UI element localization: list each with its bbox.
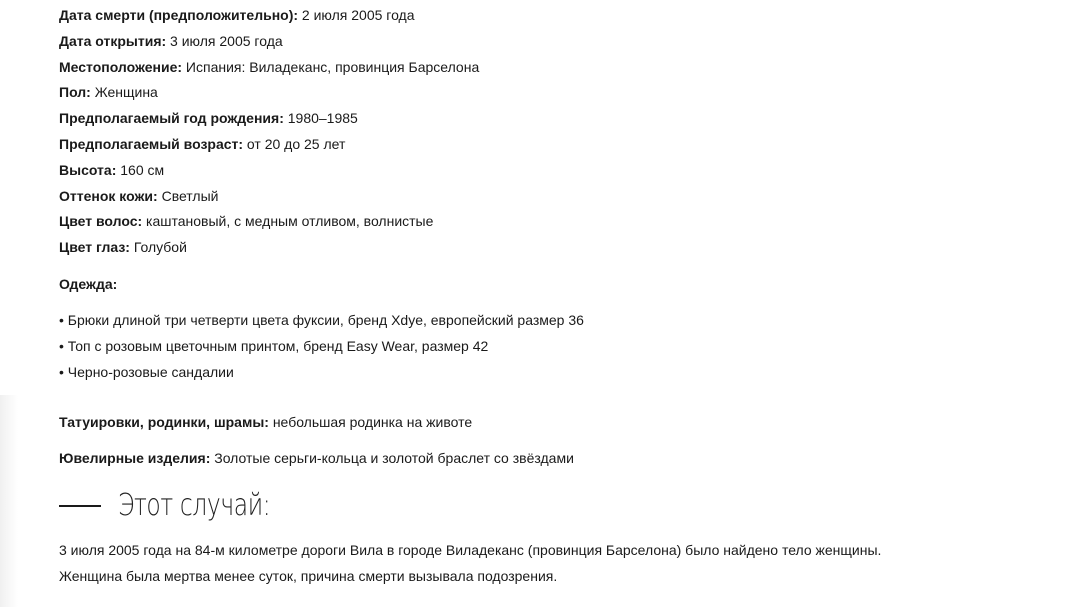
- birth-year-row: [59, 106, 479, 132]
- field-label: Местоположение:: [59, 58, 183, 75]
- field-label: Ювелирные изделия:: [59, 450, 211, 466]
- field-value: 2 июля 2005 года: [298, 7, 415, 23]
- list-item: • Черно-розовые сандалии: [59, 363, 234, 380]
- list-item: • Брюки длиной три четверти цвета фуксии, бренд Xdye, европейский размер 36: [59, 312, 584, 328]
- list-item: • Топ с розовым цветочным принтом, бренд Easy Wear, размер 42: [59, 337, 489, 354]
- heading-dash-decoration: [59, 505, 101, 507]
- field-label: Дата смерти (предположительно):: [59, 7, 299, 23]
- field-label: Пол:: [59, 84, 91, 101]
- hair-color-row: [59, 209, 479, 235]
- field-value: от 20 до 25 лет: [243, 135, 346, 152]
- jewelry-row: [59, 446, 574, 470]
- field-value: 1980–1985: [283, 110, 358, 127]
- clothing-list: [59, 308, 584, 385]
- field-value: Светлый: [157, 187, 219, 204]
- case-description: [59, 537, 1059, 589]
- field-value: 3 июля 2005 года: [166, 32, 283, 49]
- age-row: [59, 132, 479, 158]
- tattoos-row: [59, 410, 472, 434]
- field-value: небольшая родинка на животе: [268, 414, 473, 430]
- eye-color-row: [59, 235, 479, 261]
- section-heading: [59, 484, 313, 528]
- case-text-line: Женщина была мертва менее суток, причина смерти вызывала подозрения.: [59, 568, 558, 584]
- field-label: Цвет глаз:: [59, 239, 130, 256]
- field-value: Золотые серьги-кольца и золотой браслет со звёздами: [210, 450, 574, 466]
- sex-row: [59, 80, 479, 106]
- field-label: Предполагаемый год рождения:: [59, 110, 284, 127]
- details-list: [59, 3, 479, 261]
- field-label: Татуировки, родинки, шрамы:: [59, 414, 269, 430]
- page-edge-shadow: [0, 395, 18, 607]
- field-value: 160 см: [116, 161, 165, 178]
- skin-tone-row: [59, 184, 479, 210]
- section-title: Этот случай:: [118, 488, 271, 523]
- discovery-date-row: [59, 29, 479, 55]
- field-value: каштановый, с медным отливом, волнистые: [142, 213, 434, 230]
- death-date-row: [59, 3, 479, 29]
- field-value: Голубой: [129, 239, 187, 256]
- field-value: Женщина: [90, 84, 158, 101]
- height-row: [59, 158, 479, 184]
- clothing-heading: Одежда:: [59, 276, 118, 292]
- field-label: Цвет волос:: [59, 213, 143, 230]
- field-label: Оттенок кожи:: [59, 187, 158, 204]
- field-label: Предполагаемый возраст:: [59, 135, 244, 152]
- field-label: Высота:: [59, 161, 117, 178]
- location-row: [59, 55, 479, 81]
- case-text-line: 3 июля 2005 года на 84-м километре дороги Вила в городе Виладеканс (провинция Барселона) было найдено тело женщины.: [59, 542, 882, 558]
- field-value: Испания: Виладеканс, провинция Барселона: [182, 58, 480, 75]
- field-label: Дата открытия:: [59, 32, 167, 49]
